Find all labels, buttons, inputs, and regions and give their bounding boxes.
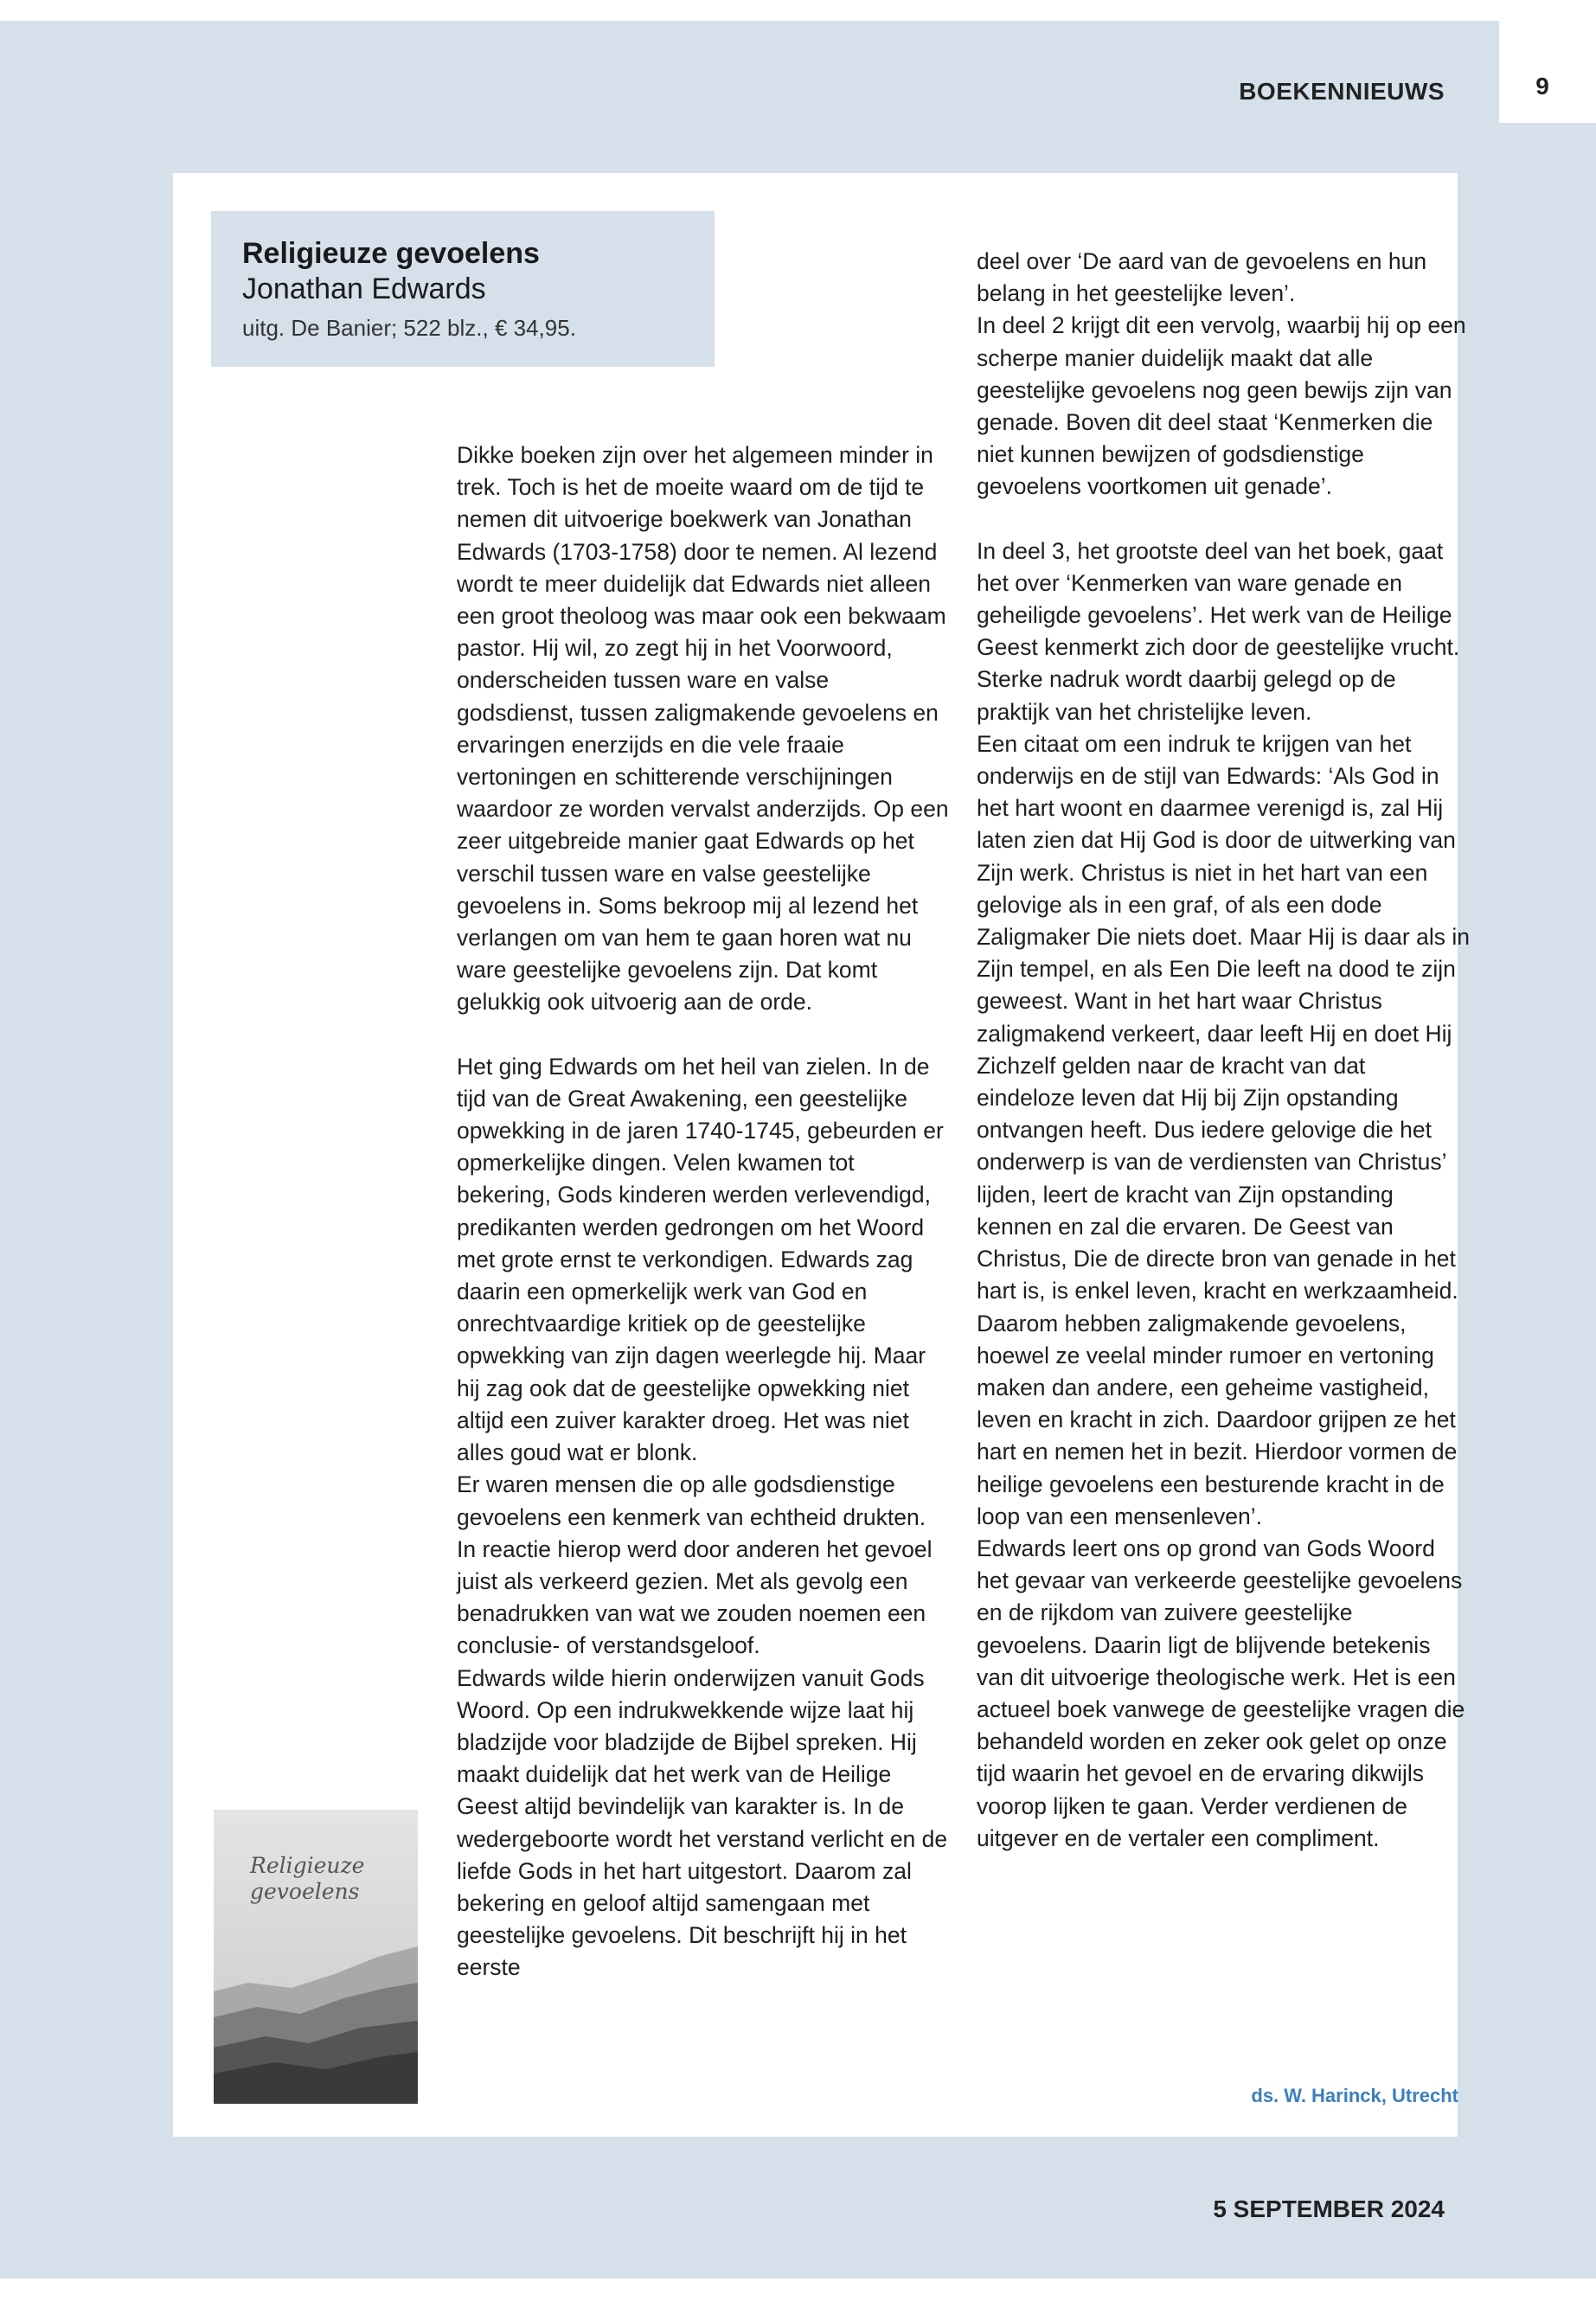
paragraph: Een citaat om een indruk te krijgen van het onderwijs en de stijl van Edwards: ‘Als God in het hart woont en daarmee verenigd is, zal Hij laten zien dat Hij God is door de uitwerking van Zijn werk. Christus is niet in het hart van een gelovige als in een graf, of als een dode Zaligmaker Die niets doet. Maar Hij is daar als in Zijn tempel, en als Een Die leeft na dood te zijn geweest. Want in het hart waar Christus zaligmakend verkeert, daar leeft Hij en doet Hij Zichzelf gelden naar de kracht van dat eindeloze leven dat Hij bij Zijn opstanding ontvangen heeft. Dus iedere gelovige die het onderwerp is van de verdiensten van Christus’ lijden, leert de kracht van Zijn opstanding kennen en zal die ervaren. De Geest van Christus, Die de directe bron van genade in het hart is, is enkel leven, kracht en werkzaamheid. Daarom hebben zaligmakende gevoelens, hoewel ze veelal minder rumoer en vertoning maken dan andere, een geheime vastigheid, leven en kracht in zich. Daardoor grijpen ze het hart en nemen het in bezit. Hierdoor vormen de heilige gevoelens een besturende kracht in de loop van een mensenleven’. bbox=[977, 730, 1470, 1529]
book-title: Religieuze gevoelens bbox=[242, 237, 540, 270]
paragraph: Het ging Edwards om het heil van zielen. In de tijd van de Great Awakening, een geestelijke opwekking in de jaren 1740-1745, gebeurden er opmerkelijke dingen. Velen kwamen tot bekering, Gods kinderen werden verlevendigd, predikanten werden gedrongen om het Woord met grote ernst te verkondigen. Edwards zag daarin een opmerkelijk werk van God en onrechtvaardige kritiek op de geestelijke opwekking van zijn dagen weerlegde hij. Maar hij zag ook dat de geestelijke opwekking niet altijd een zuiver karakter droeg. Het was niet alles goud wat er blonk. bbox=[457, 1053, 944, 1466]
issue-date: 5 SEPTEMBER 2024 bbox=[1213, 2195, 1445, 2222]
page-number: 9 bbox=[1535, 73, 1549, 99]
article-column-middle bbox=[457, 439, 950, 1984]
author-signature: ds. W. Harinck, Utrecht bbox=[1251, 2085, 1458, 2106]
paragraph: In deel 2 krijgt dit een vervolg, waarbij hij op een scherpe manier duidelijk maakt dat alle geestelijke gevoelens nog geen bewijs zijn van genade. Boven dit deel staat ‘Kenmerken die niet kunnen bewijzen of godsdienstige gevoelens voortkomen uit genade’. bbox=[977, 312, 1466, 500]
book-info-box bbox=[211, 211, 715, 367]
paragraph: Dikke boeken zijn over het algemeen minder in trek. Toch is het de moeite waard om de tijd te nemen dit uitvoerige boekwerk van Jonathan Edwards (1703-1758) door te nemen. Al lezend wordt te meer duidelijk dat Edwards niet alleen een groot theoloog was maar ook een bekwaam pastor. Hij wil, zo zegt hij in het Voorwoord, onderscheiden tussen ware en valse godsdienst, tussen zaligmakende gevoelens en ervaringen enerzijds en die vele fraaie vertoningen en schitterende verschijningen waardoor ze worden vervalst anderzijds. Op een zeer uitgebreide manier gaat Edwards op het verschil tussen ware en valse geestelijke gevoelens in. Soms bekroop mij al lezend het verlangen om van hem te gaan horen wat nu ware geestelijke gevoelens zijn. Dat komt gelukkig ook uitvoerig aan de orde. bbox=[457, 442, 949, 1016]
book-cover-image bbox=[214, 1810, 418, 2104]
section-title: BOEKENNIEUWS bbox=[1239, 78, 1445, 105]
paragraph: Er waren mensen die op alle godsdienstige gevoelens een kenmerk van echtheid drukten. In reactie hierop werd door anderen het gevoel juist als verkeerd gezien. Met als gevolg een benadrukken van wat we zouden noemen een conclusie- of verstandsgeloof. bbox=[457, 1471, 933, 1659]
paragraph: deel over ‘De aard van de gevoelens en hun belang in het geestelijke leven’. bbox=[977, 248, 1427, 307]
cover-title: Religieuze gevoelens bbox=[250, 1853, 365, 1904]
book-meta: uitg. De Banier; 522 blz., € 34,95. bbox=[242, 315, 576, 341]
article-column-right bbox=[977, 246, 1470, 1855]
page-number-tab bbox=[1499, 0, 1596, 123]
paragraph: In deel 3, het grootste deel van het boek, gaat het over ‘Kenmerken van ware genade en geheiligde gevoelens’. Het werk van de Heilige Geest kenmerkt zich door de geestelijke vrucht. Sterke nadruk wordt daarbij gelegd op de praktijk van het christelijke leven. bbox=[977, 537, 1460, 725]
paragraph: Edwards wilde hierin onderwijzen vanuit Gods Woord. Op een indrukwekkende wijze laat hij bladzijde voor bladzijde de Bijbel spreken. Hij maakt duidelijk dat het werk van de Heilige Geest altijd bevindelijk van karakter is. In de wedergeboorte wordt het verstand verlicht en de liefde Gods in het hart uitgestort. Daarom zal bekering en geloof altijd samengaan met geestelijke gevoelens. Dit beschrijft hij in het eerste bbox=[457, 1664, 948, 1981]
paragraph: Edwards leert ons op grond van Gods Woord het gevaar van verkeerde geestelijke gevoelens en de rijkdom van zuivere geestelijke gevoelens. Daarin ligt de blijvende betekenis van dit uitvoerige theologische werk. Het is een actueel boek vanwege de geestelijke vragen die behandeld worden en zeker ook gelet op onze tijd waarin het gevoel en de ervaring dikwijls voorop lijken te gaan. Verder verdienen de uitgever en de vertaler een compliment. bbox=[977, 1535, 1465, 1851]
book-author: Jonathan Edwards bbox=[242, 272, 486, 305]
